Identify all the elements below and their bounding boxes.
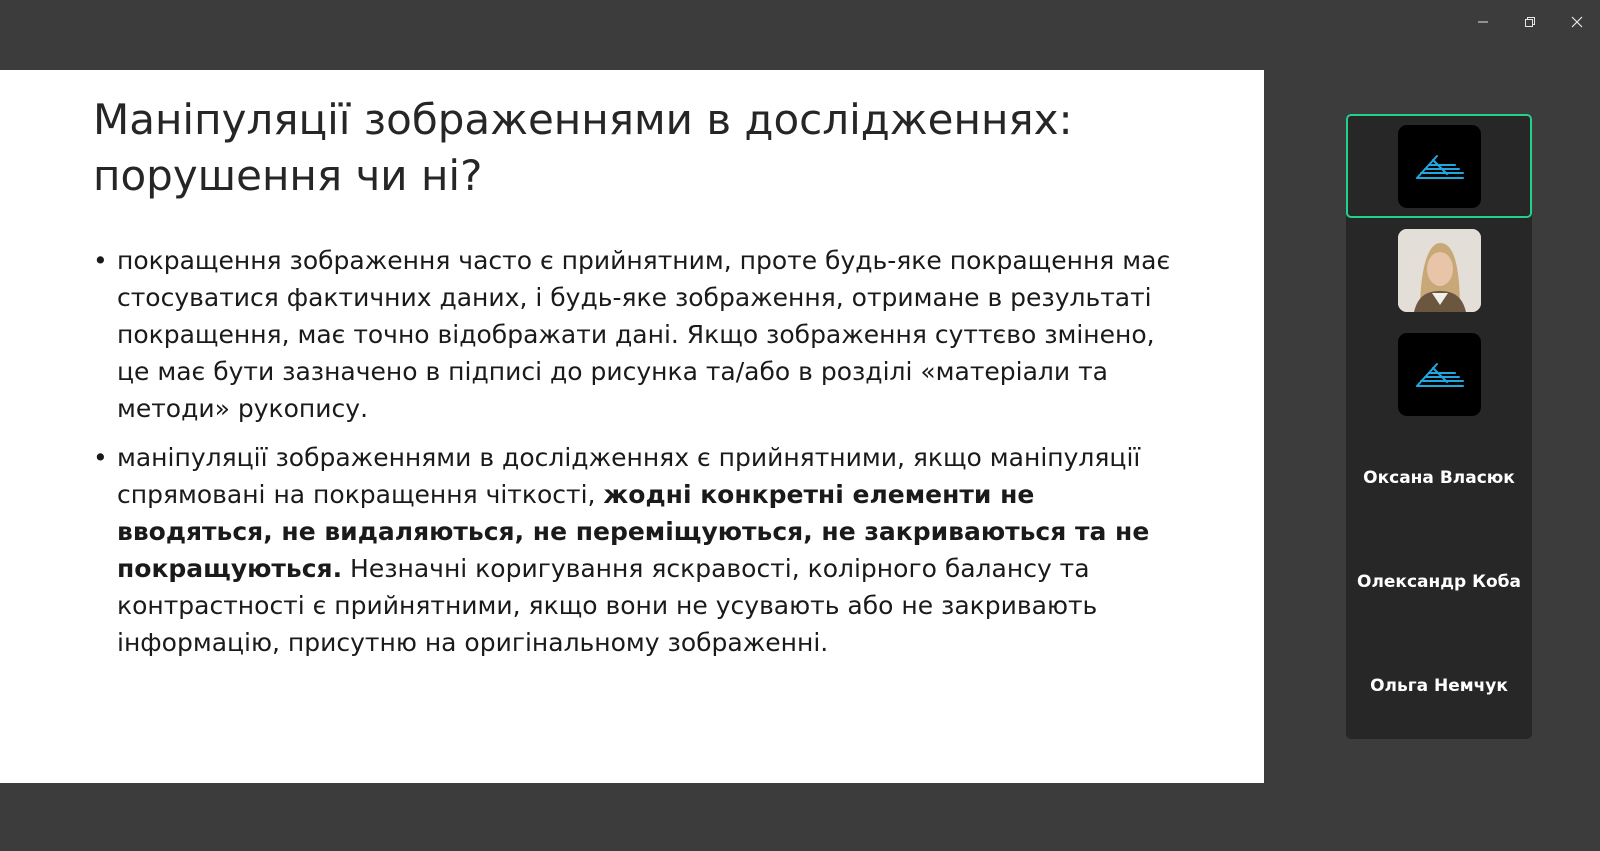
participant-name: Олександр Коба [1357,572,1521,592]
avatar [1398,333,1481,416]
shared-slide [0,70,1264,783]
close-button[interactable] [1553,0,1600,44]
participants-panel [1346,114,1532,739]
bullet-1-text: покращення зображення часто є прийнятним, проте будь-яке покращення має стосуватися фактичних даних, і будь-яке зображення, отримане в результаті покращення, має точно відображати дані. Якщо зображення суттєво змінено, це має бути зазначено в підписі до рисунка та/або в розділі «матеріали та методи» рукопису. [117,246,1171,423]
bullet-2-text-bold: жодні конкретні елементи не вводяться, не видаляються, не переміщуються, не закриваються та не покращуються. [117,480,1150,583]
bullet-2-text-end: Незначні коригування яскравості, колірного балансу та контрастності є прийнятними, якщо вони не усувають або не закривають інформацію, присутню на оригінальному зображенні. [117,554,1098,657]
slide-title-line-2: порушення чи ні? [93,151,483,200]
participant-tile-logo[interactable] [1346,322,1532,426]
participant-tile-photo[interactable] [1346,218,1532,322]
bullet-dot: • [93,443,108,472]
minimize-button[interactable] [1459,0,1506,44]
slide-title [93,92,1193,204]
person-photo-icon [1398,229,1481,312]
bullet-2-text-start: маніпуляції зображеннями в дослідженнях є прийнятними, якщо маніпуляції спрямовані на покращення чіткості, [117,443,1141,509]
participant-tile-name[interactable] [1346,426,1532,530]
close-icon [1571,16,1583,28]
avatar-photo [1398,229,1481,312]
logo-icon [1411,148,1467,184]
participant-name: Ольга Немчук [1370,676,1508,696]
slide-title-line-1: Маніпуляції зображеннями в дослідженнях: [93,95,1073,144]
participant-tile-name[interactable] [1346,634,1532,738]
bullet-item [93,439,1173,661]
bullet-item [93,242,1173,427]
restore-icon [1524,16,1536,28]
participant-tile-name[interactable] [1346,530,1532,634]
restore-button[interactable] [1506,0,1553,44]
participant-tile-active[interactable] [1346,114,1532,218]
participant-name: Оксана Власюк [1363,468,1515,488]
bullet-dot: • [93,246,108,275]
window-controls [1459,0,1600,44]
logo-icon [1411,356,1467,392]
minimize-icon [1477,16,1489,28]
slide-bullets [93,242,1173,673]
avatar [1398,125,1481,208]
